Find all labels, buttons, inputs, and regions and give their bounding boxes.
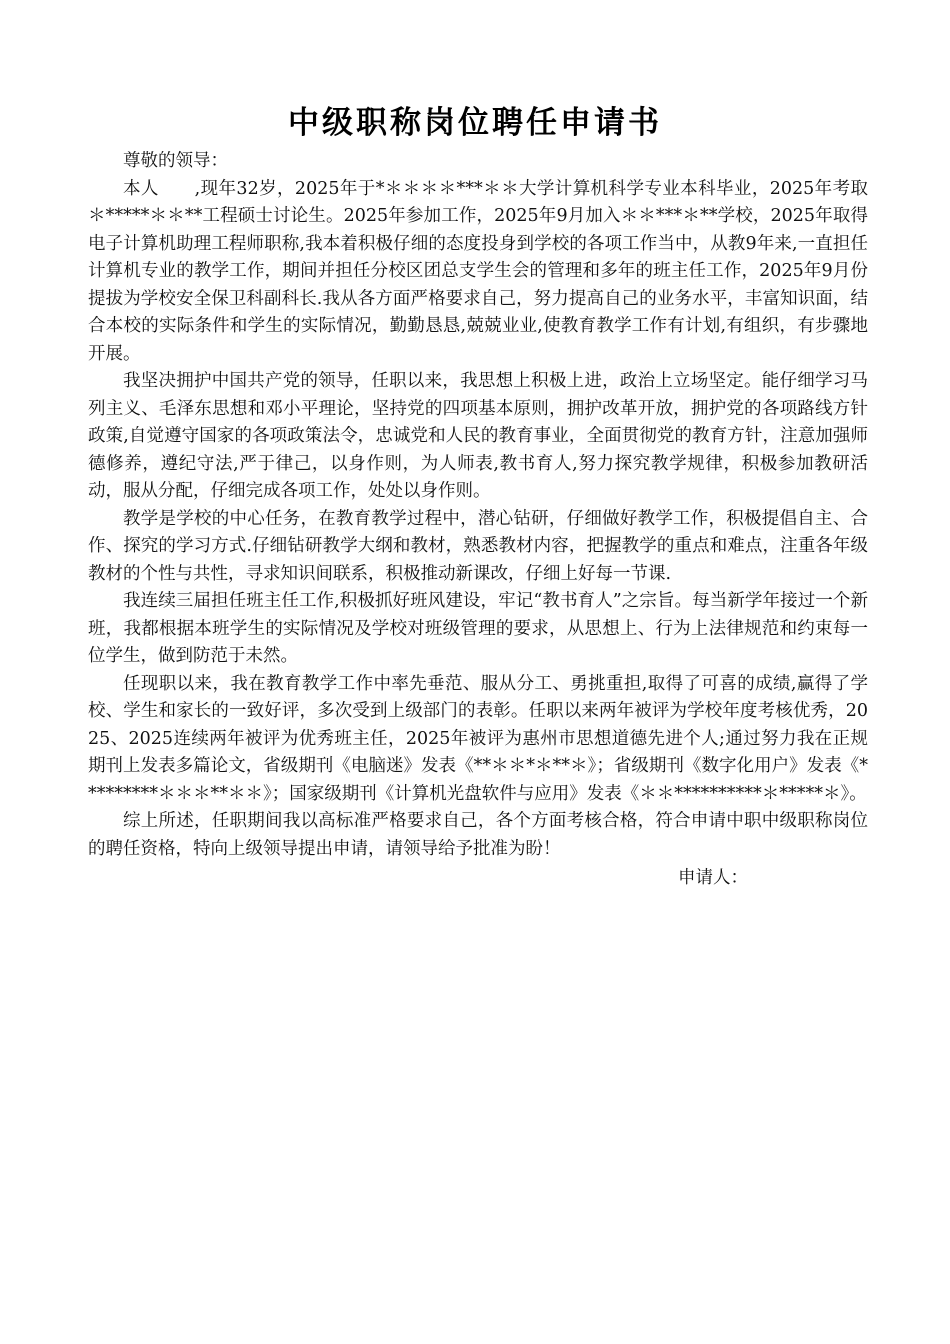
paragraph-teaching: 教学是学校的中心任务，在教育教学过程中，潜心钻研，仔细做好教学工作，积极提倡自主、合作、探究的学习方式.仔细钻研教学大纲和教材，熟悉教材内容，把握教学的重点和难点，注重各年级教材的个性与共性，寻求知识间联系，积极推动新课改，仔细上好每一节课. bbox=[88, 508, 868, 584]
paragraph-achievements: 任现职以来，我在教育教学工作中率先垂范、服从分工、勇挑重担,取得了可喜的成绩,赢得了学校、学生和家长的一致好评，多次受到上级部门的表彰。任职以来两年被评为学校年度考核优秀，2025、2025连续两年被评为优秀班主任，2025年被评为惠州市思想道德先进个人;通过努力我在正规期刊上发表多篇论文，省级期刊《电脑迷》发表《**＊＊*＊**＊》；省级期刊《数字化用户》发表《*********＊＊＊**＊＊》；国家级期刊《计算机光盘软件与应用》发表《＊＊**********＊*****＊》。 bbox=[88, 673, 868, 804]
document-body bbox=[88, 148, 868, 893]
document-title: 中级职称岗位聘任申请书 bbox=[288, 105, 662, 141]
signature-line: 申请人： bbox=[678, 868, 748, 888]
paragraph-politics: 我坚决拥护中国共产党的领导，任职以来，我思想上积极上进，政治上立场坚定。能仔细学习马列主义、毛泽东思想和邓小平理论，坚持党的四项基本原则，拥护改革开放，拥护党的各项路线方针政策,自觉遵守国家的各项政策法令，忠诚党和人民的教育事业，全面贯彻党的教育方针，注意加强师德修养，遵纪守法,严于律己，以身作则，为人师表,教书育人,努力探究教学规律，积极参加教研活动，服从分配，仔细完成各项工作，处处以身作则。 bbox=[88, 371, 868, 501]
paragraph-conclusion: 综上所述，任职期间我以高标准严格要求自己，各个方面考核合格，符合申请中职中级职称岗位的聘任资格，特向上级领导提出申请，请领导给予批准为盼！ bbox=[88, 811, 868, 859]
greeting: 尊敬的领导： bbox=[123, 151, 228, 171]
paragraph-class-teacher: 我连续三届担任班主任工作,积极抓好班风建设，牢记“教书育人”之宗旨。每当新学年接过一个新班，我都根据本班学生的实际情况及学校对班级管理的要求，从思想上、行为上法律规范和约束每一位学生，做到防范于未然。 bbox=[88, 591, 868, 666]
paragraph-intro: 本人 ,现年32岁，2025年于*＊＊＊＊***＊＊大学计算机科学专业本科毕业，2025年考取＊*****＊＊**工程硕士讨论生。2025年参加工作，2025年9月加入＊＊***＊**学校，2025年取得电子计算机助理工程师职称,我本着积极仔细的态度投身到学校的各项工作当中，从教9年来,一直担任计算机专业的教学工作，期间并担任分校区团总支学生会的管理和多年的班主任工作，2025年9月份提拔为学校安全保卫科副科长.我从各方面严格要求自己，努力提高自己的业务水平，丰富知识面，结合本校的实际条件和学生的实际情况，勤勤恳恳,兢兢业业,使教育教学工作有计划,有组织，有步骤地开展。 bbox=[88, 178, 868, 364]
